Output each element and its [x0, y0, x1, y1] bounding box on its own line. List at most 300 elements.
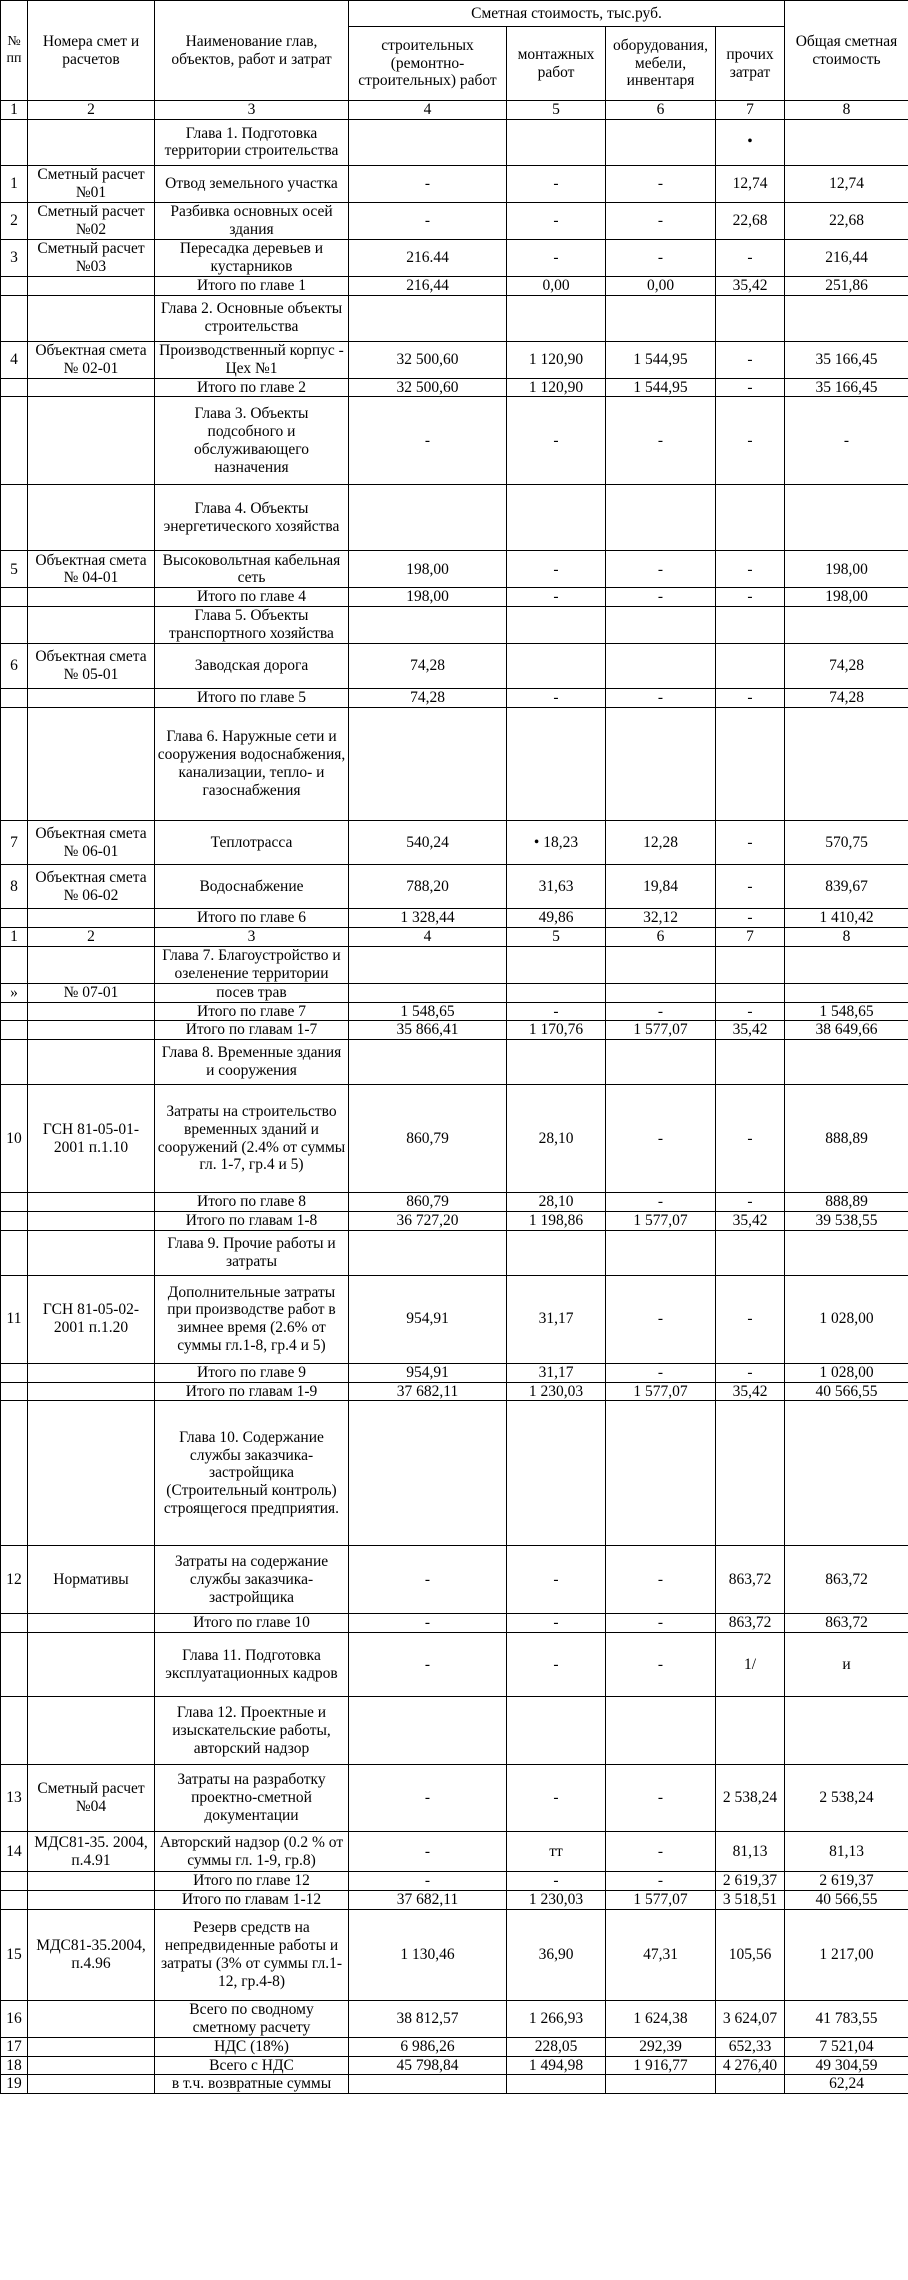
item-name: Итого по главе 7	[155, 1002, 349, 1021]
installation-cost: тт	[507, 1832, 606, 1872]
item-name: Итого по главе 9	[155, 1363, 349, 1382]
other-cost: 7	[716, 927, 785, 946]
construction-cost: 198,00	[349, 588, 507, 607]
construction-cost: 45 798,84	[349, 2056, 507, 2075]
header-num: № пп	[1, 1, 28, 101]
construction-cost	[349, 983, 507, 1002]
total-cost: 888,89	[785, 1085, 908, 1193]
estimate-code	[28, 1633, 155, 1697]
equipment-cost: -	[606, 1546, 716, 1614]
construction-cost: 38 812,57	[349, 2000, 507, 2037]
item-name: посев трав	[155, 983, 349, 1002]
installation-cost: 31,17	[507, 1275, 606, 1363]
estimate-code	[28, 485, 155, 551]
item-name: Итого по главе 2	[155, 378, 349, 397]
total-cost: 1 028,00	[785, 1363, 908, 1382]
other-cost: -	[716, 909, 785, 928]
table-row	[1, 341, 908, 378]
construction-cost: -	[349, 1614, 507, 1633]
equipment-cost: -	[606, 1085, 716, 1193]
total-cost: 81,13	[785, 1832, 908, 1872]
construction-cost: 32 500,60	[349, 378, 507, 397]
item-name: Глава 8. Временные здания и сооружения	[155, 1040, 349, 1085]
other-cost: -	[716, 821, 785, 865]
table-row	[1, 2056, 908, 2075]
row-number	[1, 276, 28, 295]
installation-cost: -	[507, 1002, 606, 1021]
item-name: Глава 1. Подготовка территории строительства	[155, 119, 349, 165]
row-number: 14	[1, 1832, 28, 1872]
other-cost: -	[716, 1085, 785, 1193]
installation-cost: -	[507, 1872, 606, 1891]
other-cost	[716, 1697, 785, 1765]
total-cost: 1 028,00	[785, 1275, 908, 1363]
equipment-cost: 32,12	[606, 909, 716, 928]
estimate-code	[28, 708, 155, 821]
construction-cost	[349, 607, 507, 644]
row-number	[1, 909, 28, 928]
total-cost	[785, 607, 908, 644]
equipment-cost	[606, 119, 716, 165]
table-row	[1, 119, 908, 165]
total-cost: 198,00	[785, 551, 908, 588]
other-cost	[716, 983, 785, 1002]
table-row	[1, 1614, 908, 1633]
table-row	[1, 927, 908, 946]
construction-cost: 540,24	[349, 821, 507, 865]
total-cost	[785, 946, 908, 983]
table-row	[1, 1872, 908, 1891]
header-installation: монтажных работ	[507, 27, 606, 101]
row-number: 1	[1, 165, 28, 202]
installation-cost	[507, 708, 606, 821]
item-name: Пересадка деревьев и кустарников	[155, 239, 349, 276]
item-name: Итого по главам 1-8	[155, 1211, 349, 1230]
item-name: Производственный корпус - Цех №1	[155, 341, 349, 378]
table-row	[1, 1021, 908, 1040]
other-cost: •	[716, 119, 785, 165]
table-row	[1, 821, 908, 865]
row-number	[1, 397, 28, 485]
equipment-cost: -	[606, 1363, 716, 1382]
installation-cost: -	[507, 551, 606, 588]
other-cost: 4 276,40	[716, 2056, 785, 2075]
item-name: Глава 12. Проектные и изыскательские работы, авторский надзор	[155, 1697, 349, 1765]
estimate-code: 2	[28, 927, 155, 946]
total-cost: 1 410,42	[785, 909, 908, 928]
other-cost	[716, 708, 785, 821]
equipment-cost	[606, 1230, 716, 1275]
estimate-code: МДС81-35.2004, п.4.96	[28, 1909, 155, 2000]
item-name: Итого по главе 4	[155, 588, 349, 607]
other-cost: -	[716, 1363, 785, 1382]
equipment-cost	[606, 485, 716, 551]
installation-cost: 49,86	[507, 909, 606, 928]
construction-cost: -	[349, 1765, 507, 1832]
construction-cost: -	[349, 165, 507, 202]
construction-cost: -	[349, 1872, 507, 1891]
other-cost: 35,42	[716, 1211, 785, 1230]
table-row	[1, 1633, 908, 1697]
total-cost	[785, 1697, 908, 1765]
installation-cost	[507, 1401, 606, 1546]
construction-cost: 860,79	[349, 1085, 507, 1193]
total-cost: 40 566,55	[785, 1891, 908, 1910]
column-number: 6	[606, 101, 716, 120]
total-cost	[785, 1401, 908, 1546]
table-row	[1, 1546, 908, 1614]
estimate-code	[28, 1382, 155, 1401]
total-cost: 62,24	[785, 2075, 908, 2094]
table-row	[1, 946, 908, 983]
row-number	[1, 588, 28, 607]
table-row	[1, 397, 908, 485]
row-number	[1, 1193, 28, 1212]
equipment-cost: -	[606, 1832, 716, 1872]
equipment-cost: -	[606, 1633, 716, 1697]
item-name: Дополнительные затраты при производстве работ в зимнее время (2.6% от суммы гл.1-8, гр.4 и 5)	[155, 1275, 349, 1363]
estimate-code	[28, 1363, 155, 1382]
total-cost	[785, 119, 908, 165]
construction-cost: 954,91	[349, 1275, 507, 1363]
construction-cost: 1 328,44	[349, 909, 507, 928]
item-name: Резерв средств на непредвиденные работы и затраты (3% от суммы гл.1-12, гр.4-8)	[155, 1909, 349, 2000]
equipment-cost: -	[606, 551, 716, 588]
installation-cost: 1 230,03	[507, 1891, 606, 1910]
equipment-cost: 1 577,07	[606, 1021, 716, 1040]
installation-cost: 1 230,03	[507, 1382, 606, 1401]
table-row	[1, 1085, 908, 1193]
other-cost: 652,33	[716, 2037, 785, 2056]
estimate-code	[28, 1891, 155, 1910]
estimate-code	[28, 1697, 155, 1765]
other-cost: -	[716, 1275, 785, 1363]
item-name: Затраты на содержание службы заказчика-застройщика	[155, 1546, 349, 1614]
estimate-code: № 07-01	[28, 983, 155, 1002]
installation-cost: 28,10	[507, 1085, 606, 1193]
estimate-code	[28, 2075, 155, 2094]
estimate-code	[28, 378, 155, 397]
total-cost: 570,75	[785, 821, 908, 865]
total-cost: 1 548,65	[785, 1002, 908, 1021]
installation-cost: 1 120,90	[507, 378, 606, 397]
estimate-code	[28, 2000, 155, 2037]
row-number: 8	[1, 865, 28, 909]
estimate-code	[28, 607, 155, 644]
other-cost: 81,13	[716, 1832, 785, 1872]
other-cost	[716, 644, 785, 689]
equipment-cost	[606, 644, 716, 689]
row-number: 13	[1, 1765, 28, 1832]
total-cost: и	[785, 1633, 908, 1697]
construction-cost	[349, 946, 507, 983]
equipment-cost	[606, 708, 716, 821]
other-cost: 3 624,07	[716, 2000, 785, 2037]
installation-cost: -	[507, 202, 606, 239]
installation-cost	[507, 1040, 606, 1085]
estimate-code: МДС81-35. 2004, п.4.91	[28, 1832, 155, 1872]
estimate-code	[28, 1211, 155, 1230]
item-name: Итого по главе 6	[155, 909, 349, 928]
column-number: 1	[1, 101, 28, 120]
total-cost	[785, 1040, 908, 1085]
equipment-cost: -	[606, 1614, 716, 1633]
equipment-cost	[606, 2075, 716, 2094]
row-number	[1, 378, 28, 397]
other-cost: 105,56	[716, 1909, 785, 2000]
equipment-cost: -	[606, 202, 716, 239]
table-row	[1, 276, 908, 295]
equipment-cost: 19,84	[606, 865, 716, 909]
construction-cost: 788,20	[349, 865, 507, 909]
installation-cost: 31,17	[507, 1363, 606, 1382]
installation-cost: 1 170,76	[507, 1021, 606, 1040]
total-cost: 74,28	[785, 689, 908, 708]
item-name: Итого по главам 1-12	[155, 1891, 349, 1910]
table-row	[1, 1002, 908, 1021]
table-row	[1, 165, 908, 202]
equipment-cost: 292,39	[606, 2037, 716, 2056]
item-name: Глава 4. Объекты энергетического хозяйства	[155, 485, 349, 551]
item-name: Разбивка основных осей здания	[155, 202, 349, 239]
item-name: Глава 7. Благоустройство и озеленение территории	[155, 946, 349, 983]
total-cost: 888,89	[785, 1193, 908, 1212]
equipment-cost: 1 916,77	[606, 2056, 716, 2075]
construction-cost	[349, 1040, 507, 1085]
total-cost	[785, 295, 908, 341]
item-name: Водоснабжение	[155, 865, 349, 909]
other-cost: 2 619,37	[716, 1872, 785, 1891]
row-number: 19	[1, 2075, 28, 2094]
item-name: Затраты на строительство временных зданий и сооружений (2.4% от суммы гл. 1-7, гр.4 и 5)	[155, 1085, 349, 1193]
construction-cost: 37 682,11	[349, 1382, 507, 1401]
table-row	[1, 708, 908, 821]
equipment-cost: 0,00	[606, 276, 716, 295]
installation-cost: 1 494,98	[507, 2056, 606, 2075]
header-group: Сметная стоимость, тыс.руб.	[349, 1, 785, 27]
estimate-code	[28, 1614, 155, 1633]
table-row	[1, 1401, 908, 1546]
estimate-code	[28, 1230, 155, 1275]
construction-cost: 860,79	[349, 1193, 507, 1212]
item-name: НДС (18%)	[155, 2037, 349, 2056]
equipment-cost: -	[606, 165, 716, 202]
table-row	[1, 1382, 908, 1401]
equipment-cost: -	[606, 1193, 716, 1212]
installation-cost: • 18,23	[507, 821, 606, 865]
other-cost: 35,42	[716, 1382, 785, 1401]
construction-cost: 954,91	[349, 1363, 507, 1382]
total-cost: 35 166,45	[785, 378, 908, 397]
equipment-cost	[606, 983, 716, 1002]
table-row	[1, 983, 908, 1002]
row-number: 16	[1, 2000, 28, 2037]
construction-cost	[349, 295, 507, 341]
equipment-cost: -	[606, 1765, 716, 1832]
estimate-code: Объектная смета № 04-01	[28, 551, 155, 588]
estimate-code: Сметный расчет №03	[28, 239, 155, 276]
table-row	[1, 2000, 908, 2037]
estimate-code	[28, 1401, 155, 1546]
other-cost: -	[716, 588, 785, 607]
total-cost: 251,86	[785, 276, 908, 295]
row-number: 18	[1, 2056, 28, 2075]
construction-cost: 4	[349, 927, 507, 946]
row-number: 15	[1, 1909, 28, 2000]
equipment-cost: 1 577,07	[606, 1891, 716, 1910]
construction-cost: 74,28	[349, 644, 507, 689]
estimate-code: ГСН 81-05-01-2001 п.1.10	[28, 1085, 155, 1193]
construction-cost: -	[349, 1832, 507, 1872]
column-number-row	[1, 101, 908, 120]
total-cost: 35 166,45	[785, 341, 908, 378]
other-cost	[716, 2075, 785, 2094]
total-cost	[785, 1230, 908, 1275]
construction-cost: 32 500,60	[349, 341, 507, 378]
construction-cost: 36 727,20	[349, 1211, 507, 1230]
construction-cost: -	[349, 397, 507, 485]
item-name: Итого по главе 8	[155, 1193, 349, 1212]
equipment-cost: -	[606, 397, 716, 485]
equipment-cost	[606, 1697, 716, 1765]
table-row	[1, 588, 908, 607]
installation-cost	[507, 1697, 606, 1765]
installation-cost: 36,90	[507, 1909, 606, 2000]
construction-cost: -	[349, 1546, 507, 1614]
construction-cost: 198,00	[349, 551, 507, 588]
estimate-code	[28, 946, 155, 983]
estimate-body	[1, 119, 908, 2093]
table-row	[1, 2075, 908, 2094]
installation-cost: -	[507, 689, 606, 708]
header-equipment: оборудования, мебели, инвентаря	[606, 27, 716, 101]
item-name: Затраты на разработку проектно-сметной документации	[155, 1765, 349, 1832]
total-cost: 8	[785, 927, 908, 946]
equipment-cost: 12,28	[606, 821, 716, 865]
header-codes: Номера смет и расчетов	[28, 1, 155, 101]
row-number: 6	[1, 644, 28, 689]
estimate-code	[28, 119, 155, 165]
installation-cost: -	[507, 1765, 606, 1832]
estimate-code: Объектная смета № 05-01	[28, 644, 155, 689]
estimate-code	[28, 1002, 155, 1021]
row-number	[1, 1697, 28, 1765]
total-cost: -	[785, 397, 908, 485]
other-cost: -	[716, 689, 785, 708]
installation-cost	[507, 119, 606, 165]
installation-cost: 1 120,90	[507, 341, 606, 378]
column-number: 4	[349, 101, 507, 120]
item-name: Теплотрасса	[155, 821, 349, 865]
total-cost: 2 619,37	[785, 1872, 908, 1891]
table-row	[1, 1832, 908, 1872]
installation-cost: 0,00	[507, 276, 606, 295]
installation-cost: -	[507, 1546, 606, 1614]
equipment-cost: -	[606, 689, 716, 708]
total-cost: 198,00	[785, 588, 908, 607]
row-number: 12	[1, 1546, 28, 1614]
row-number: »	[1, 983, 28, 1002]
equipment-cost: -	[606, 239, 716, 276]
equipment-cost: -	[606, 1872, 716, 1891]
table-row	[1, 202, 908, 239]
column-number: 8	[785, 101, 908, 120]
total-cost	[785, 708, 908, 821]
estimate-code: Сметный расчет №04	[28, 1765, 155, 1832]
equipment-cost	[606, 946, 716, 983]
other-cost	[716, 946, 785, 983]
other-cost: 12,74	[716, 165, 785, 202]
other-cost: -	[716, 397, 785, 485]
other-cost: -	[716, 1002, 785, 1021]
row-number: 10	[1, 1085, 28, 1193]
header-total: Общая сметная стоимость	[785, 1, 908, 101]
row-number: 1	[1, 927, 28, 946]
item-name: Авторский надзор (0.2 % от суммы гл. 1-9, гр.8)	[155, 1832, 349, 1872]
equipment-cost	[606, 607, 716, 644]
other-cost: 863,72	[716, 1546, 785, 1614]
row-number	[1, 1872, 28, 1891]
installation-cost: -	[507, 1633, 606, 1697]
item-name: Заводская дорога	[155, 644, 349, 689]
estimate-code	[28, 1040, 155, 1085]
total-cost: 2 538,24	[785, 1765, 908, 1832]
installation-cost: 28,10	[507, 1193, 606, 1212]
installation-cost	[507, 946, 606, 983]
header-other: прочих затрат	[716, 27, 785, 101]
equipment-cost	[606, 295, 716, 341]
construction-cost: 37 682,11	[349, 1891, 507, 1910]
construction-cost: -	[349, 202, 507, 239]
row-number	[1, 607, 28, 644]
estimate-code	[28, 1021, 155, 1040]
total-cost: 863,72	[785, 1546, 908, 1614]
table-row	[1, 909, 908, 928]
item-name: Глава 5. Объекты транспортного хозяйства	[155, 607, 349, 644]
table-row	[1, 239, 908, 276]
table-row	[1, 644, 908, 689]
equipment-cost: -	[606, 588, 716, 607]
row-number: 7	[1, 821, 28, 865]
table-row	[1, 1891, 908, 1910]
row-number	[1, 1633, 28, 1697]
installation-cost	[507, 2075, 606, 2094]
item-name: Глава 2. Основные объекты строительства	[155, 295, 349, 341]
other-cost: 1/	[716, 1633, 785, 1697]
header-name: Наименование глав, объектов, работ и затрат	[155, 1, 349, 101]
estimate-code	[28, 2037, 155, 2056]
item-name: Глава 3. Объекты подсобного и обслуживающего назначения	[155, 397, 349, 485]
row-number	[1, 1021, 28, 1040]
estimate-code: Сметный расчет №02	[28, 202, 155, 239]
construction-cost: 216,44	[349, 276, 507, 295]
table-row	[1, 1275, 908, 1363]
estimate-code: Объектная смета № 06-02	[28, 865, 155, 909]
installation-cost	[507, 295, 606, 341]
total-cost: 839,67	[785, 865, 908, 909]
construction-cost: 6 986,26	[349, 2037, 507, 2056]
table-row	[1, 485, 908, 551]
other-cost: -	[716, 865, 785, 909]
column-number: 7	[716, 101, 785, 120]
row-number	[1, 1891, 28, 1910]
table-row	[1, 2037, 908, 2056]
construction-cost: 1 130,46	[349, 1909, 507, 2000]
item-name: Глава 6. Наружные сети и сооружения водоснабжения, канализации, тепло- и газоснабжения	[155, 708, 349, 821]
column-number: 3	[155, 101, 349, 120]
row-number	[1, 1363, 28, 1382]
equipment-cost: 1 577,07	[606, 1211, 716, 1230]
